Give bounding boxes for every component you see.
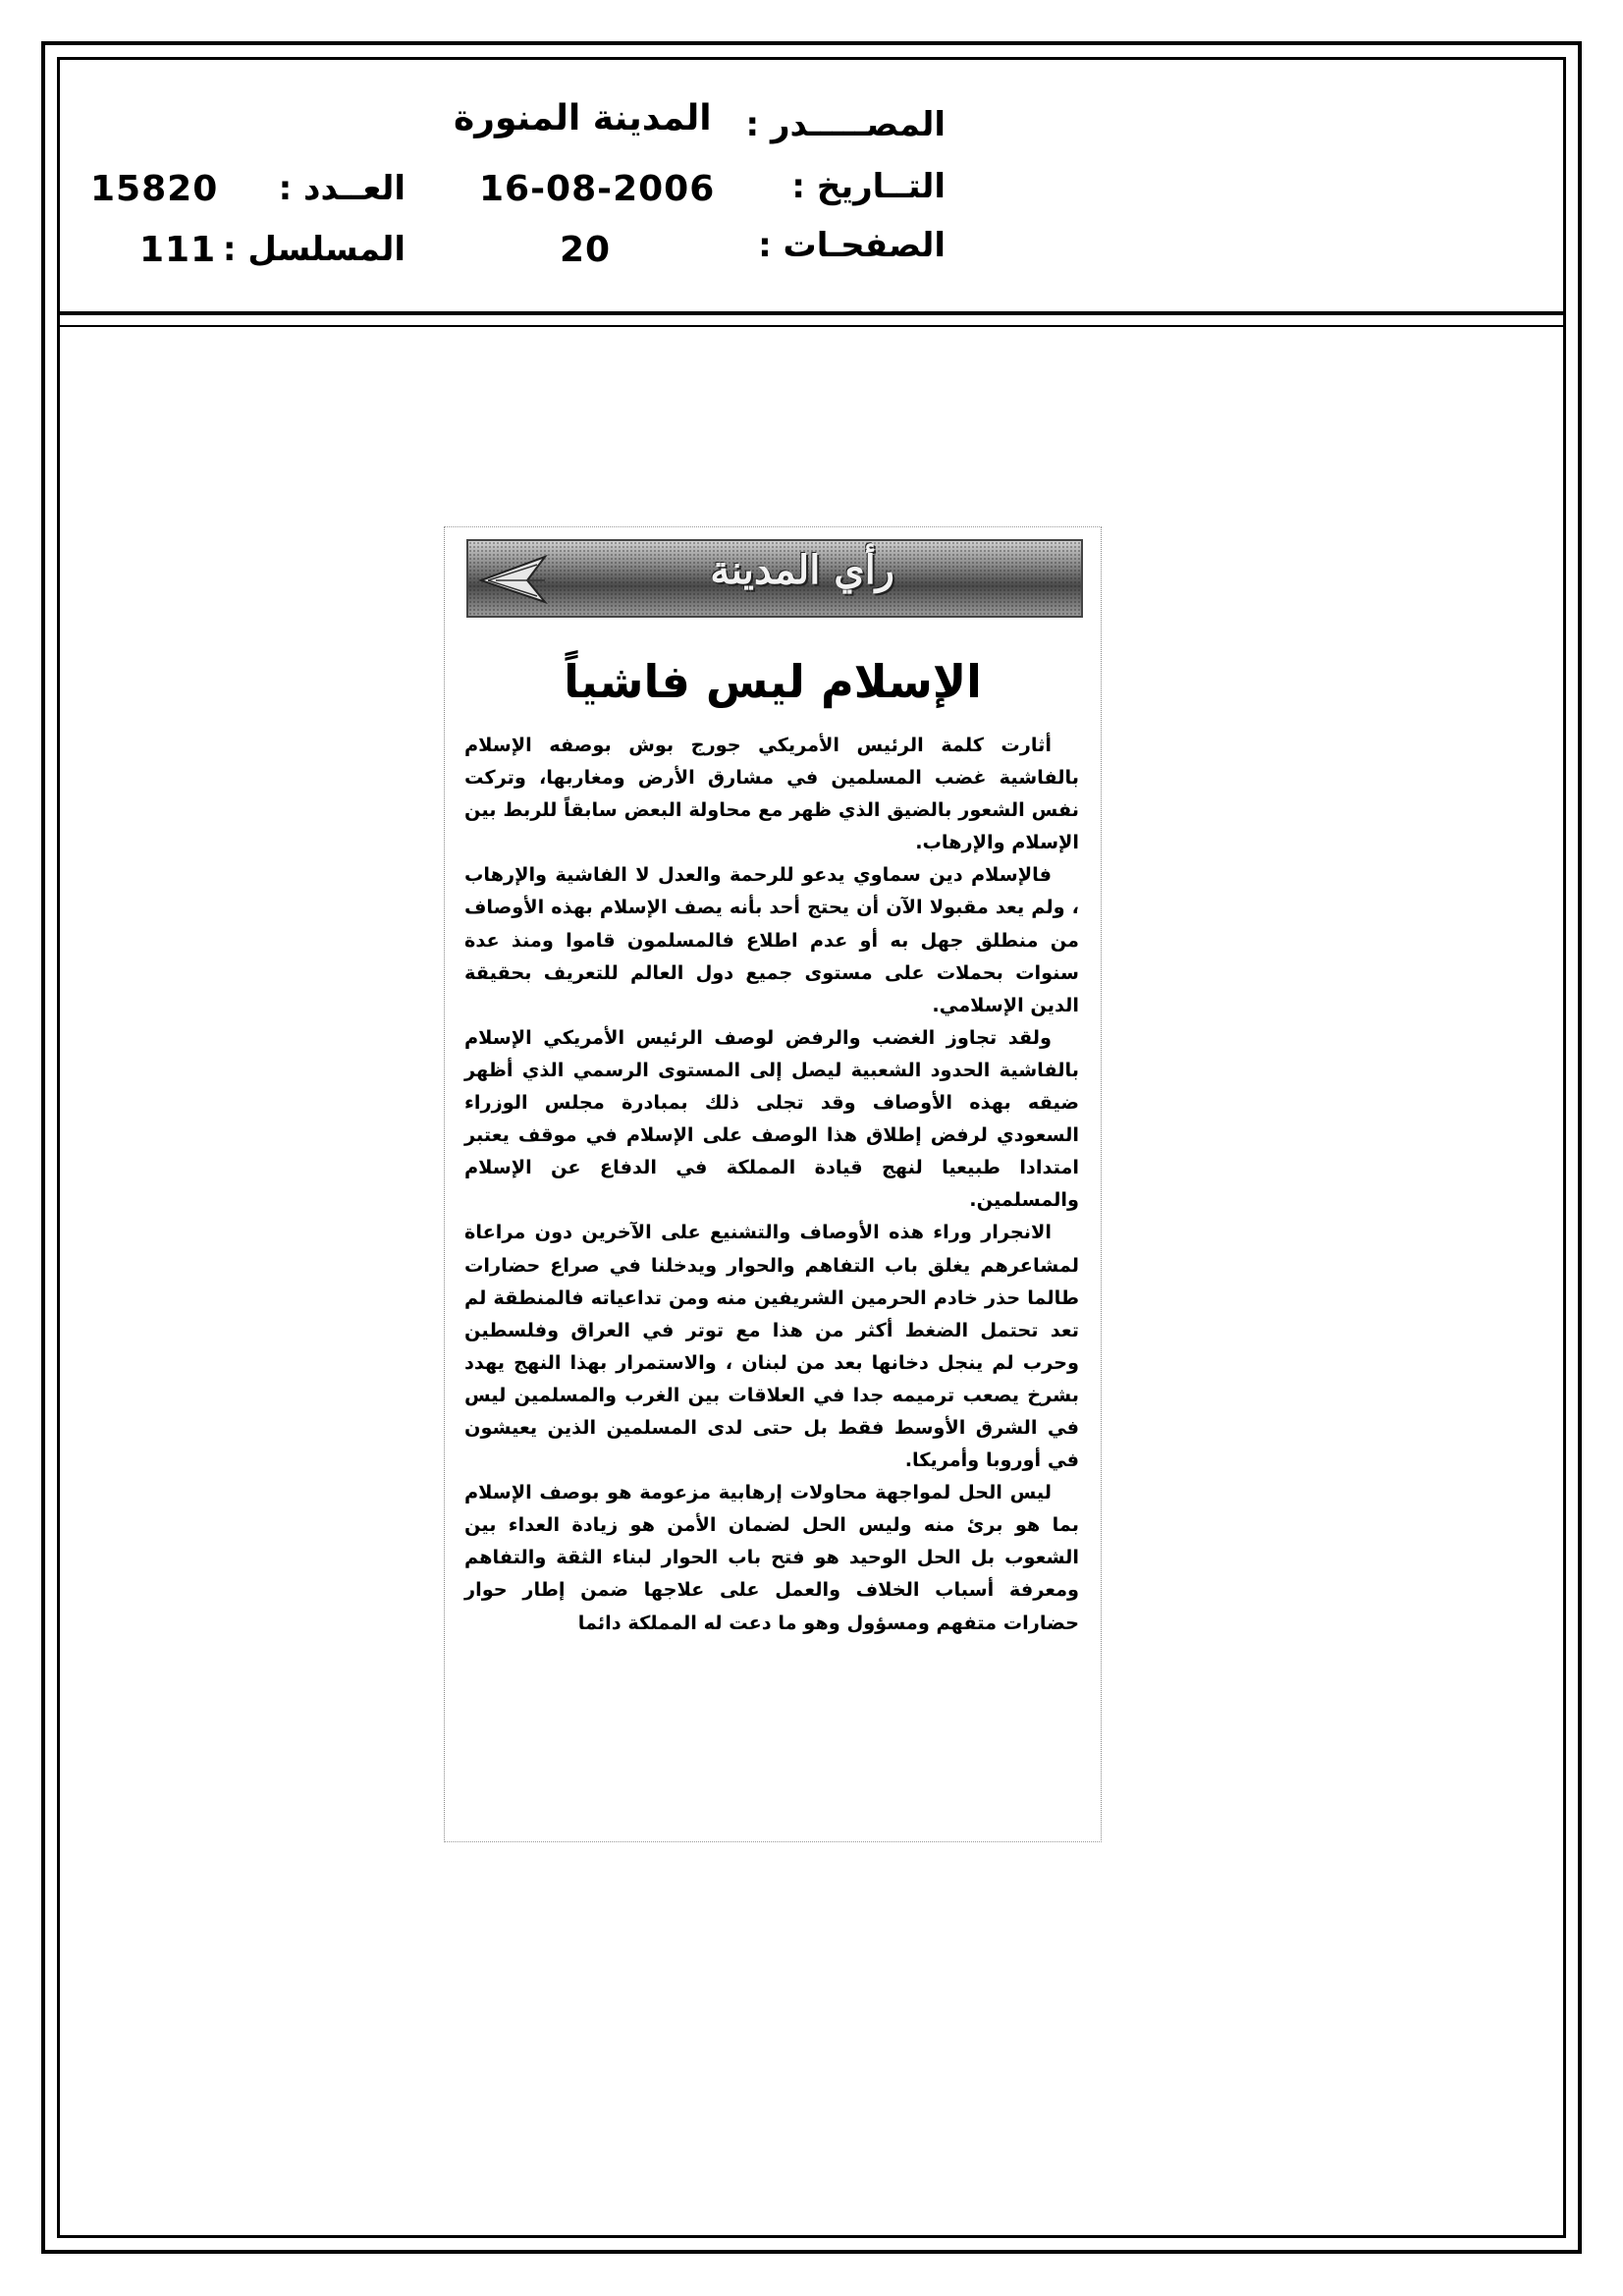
issue-label: العــدد : — [278, 169, 406, 208]
issue-value: 15820 — [90, 169, 219, 209]
column-banner — [466, 539, 1083, 618]
article-paragraph: فالإسلام دين سماوي يدعو للرحمة والعدل لا الفاشية والإرهاب ، ولم يعد مقبولا الآن أن يحتج أحد بأنه يصف الإسلام بهذه الأوصاف من منطلق جهل به أو عدم اطلاع فالمسلمون قاموا ومنذ عدة سنوات بحملات على مستوى جميع دول العالم للتعريف بحقيقة الدين الإسلامي. — [464, 863, 1079, 1016]
article-paragraph: ولقد تجاوز الغضب والرفض لوصف الرئيس الأمريكي الإسلام بالفاشية الحدود الشعبية ليصل إلى المستوى الرسمي الذي أظهر ضيقه بهذه الأوصاف وقد تجلى ذلك بمبادرة مجلس الوزراء السعودي لرفض إطلاق هذا الوصف على الإسلام في موقف يعتبر امتدادا طبيعيا لنهج قيادة المملكة في الدفاع عن الإسلام والمسلمين. — [464, 1025, 1079, 1212]
header-divider — [57, 311, 1566, 315]
source-label: المصـــــدر : — [745, 105, 946, 144]
feather-emblem-icon — [476, 551, 555, 608]
article-paragraph: الانجرار وراء هذه الأوصاف والتشنيع على الآخرين دون مراعاة لمشاعرهم يغلق باب التفاهم والحوار ويدخلنا في صراع حضارات طالما حذر خادم الحرمين الشريفين منه ومن تداعياته فالمنطقة لم تعد تحتمل الضغط أكثر من هذا مع توتر في العراق وفلسطين وحرب لم ينجل دخانها بعد من لبنان ، والاستمرار بهذا النهج يهدد بشرخ يصعب ترميمه جدا في العلاقات بين الغرب والمسلمين ليس في الشرق الأوسط فقط بل حتى لدى المسلمين الذين يعيشون في أوروبا وأمريكا. — [464, 1221, 1079, 1472]
pages-value: 20 — [560, 230, 612, 270]
date-label: التــاريخ : — [791, 167, 946, 206]
article-body — [464, 729, 1079, 1639]
pages-label: الصفحـات : — [758, 226, 946, 265]
header-divider-thin — [57, 325, 1566, 327]
article-paragraph: ليس الحل لمواجهة محاولات إرهابية مزعومة هو بوصف الإسلام بما هو برئ منه وليس الحل لضمان الأمن هو زيادة العداء بين الشعوب بل الحل الوحيد هو فتح باب الحوار لبناء الثقة والتفاهم ومعرفة أسباب الخلاف والعمل على علاجها ضمن إطار حوار حضارات متفهم ومسؤول وهو ما دعت له المملكة دائما — [464, 1481, 1079, 1634]
serial-value: 111 — [139, 230, 217, 270]
article-headline: الإسلام ليس فاشياً — [564, 655, 982, 708]
article-paragraph: أثارت كلمة الرئيس الأمريكي جورج بوش بوصفه الإسلام بالفاشية غضب المسلمين في مشارق الأرض ومغاربها، وتركت نفس الشعور بالضيق الذي ظهر مع محاولة البعض سابقاً للربط بين الإسلام والإرهاب. — [464, 734, 1079, 854]
serial-label: المسلسل : — [222, 230, 406, 269]
source-value: المدينة المنورة — [454, 98, 712, 138]
newspaper-clipping — [444, 526, 1102, 1842]
banner-title: رأي المدينة — [710, 547, 894, 593]
date-value: 16-08-2006 — [479, 169, 716, 209]
